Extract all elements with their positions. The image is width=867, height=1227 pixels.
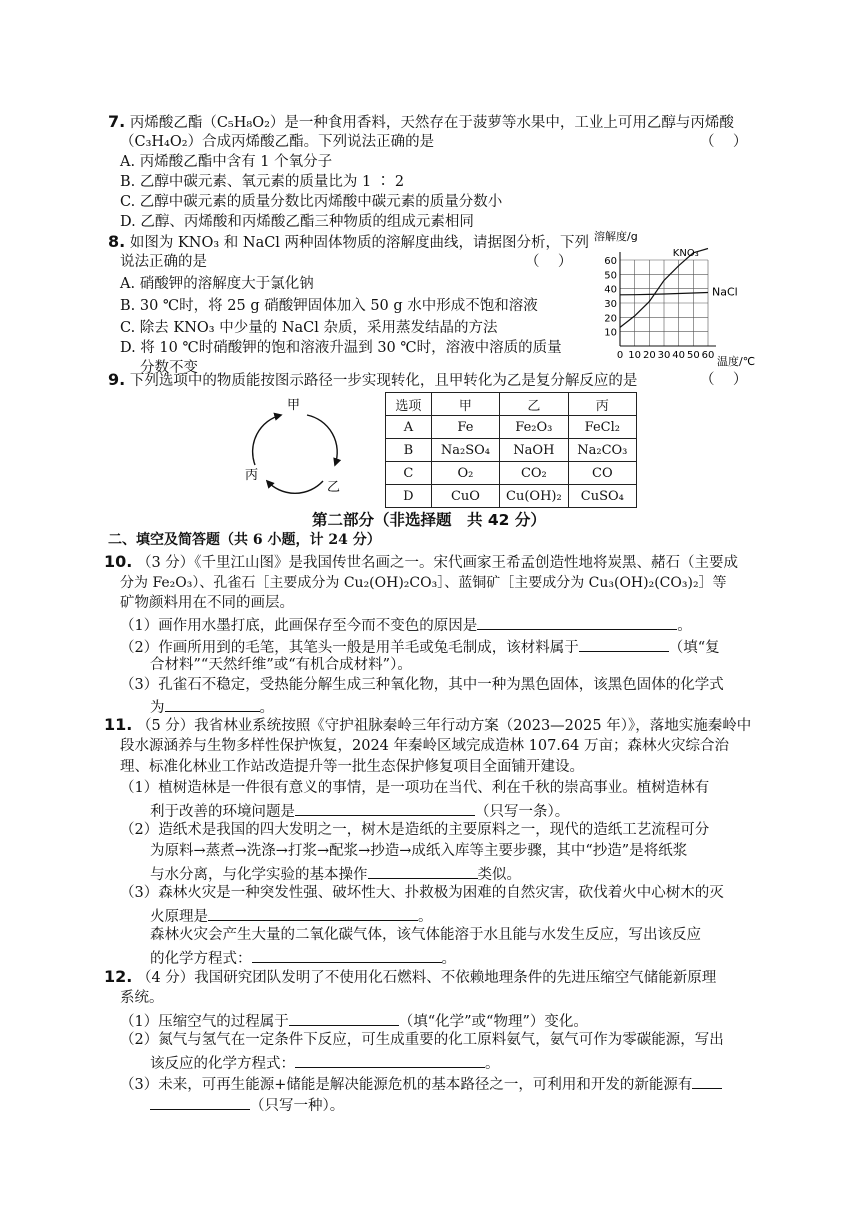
q9-options-table [385, 392, 637, 508]
cycle-arrow-a-to-b [307, 415, 337, 465]
q8-number: 8. [108, 232, 126, 251]
q10-sub1-text: （1）画作用水墨打底，此画保存至今而不变色的原因是 [120, 618, 478, 634]
q12-sub3-blank-b[interactable] [150, 1093, 250, 1110]
table-cell: C [386, 462, 432, 485]
q8-option-a: A. 硝酸钾的溶解度大于氯化钠 [120, 276, 314, 292]
table-header-cell: 甲 [431, 393, 499, 416]
q11-sub3a: （3）森林火灾是一种突发性强、破坏性大、扑救极为困难的自然灾害，砍伐着火中心树木的灭 [120, 885, 724, 901]
table-cell: CuSO₄ [568, 485, 636, 508]
q12-sub2b-end: 。 [485, 1056, 500, 1072]
conversion-cycle-diagram [235, 395, 365, 500]
x-tick-label: 0 [616, 350, 624, 361]
q11-sub2c-text: 与水分离，与化学实验的基本操作 [150, 867, 368, 883]
q10-sub1-end: 。 [677, 618, 692, 634]
q11-sub3d-text: 的化学方程式： [150, 951, 252, 967]
q12-sub3b-end: （只写一种）。 [250, 1098, 345, 1114]
y-tick-label: 40 [604, 284, 617, 296]
q11-sub3b [150, 904, 433, 927]
y-tick-label: 10 [604, 327, 617, 339]
q11-sub1b-end: （只写一条）。 [475, 804, 570, 820]
x-tick-label: 10 [628, 350, 642, 361]
q10-sub2-blank[interactable] [579, 635, 669, 652]
q12-stem-1: （4 分）我国研究团队发明了不使用化石燃料、不依赖地理条件的先进压缩空气储能新原理 [136, 970, 717, 986]
q11-sub3c: 森林火灾会产生大量的二氧化碳气体，该气体能溶于水且能与水发生反应，写出该反应 [150, 927, 701, 943]
q7-stem-2: （C₃H₄O₂）合成丙烯酸乙酯。下列说法正确的是 [120, 134, 435, 150]
q10-line-3: 矿物颜料用在不同的画层。 [120, 595, 294, 611]
q10-sub3b-text: 为 [150, 700, 165, 716]
table-cell: O₂ [431, 462, 499, 485]
solubility-chart [590, 222, 780, 372]
q10-sub2a-end: （填“复 [668, 640, 720, 656]
section2-title: 二、填空及简答题（共 6 小题，计 24 分） [108, 532, 381, 548]
table-row [386, 439, 637, 462]
q11-sub1b-text: 利于改善的环境问题是 [150, 804, 295, 820]
q9-line-1 [108, 370, 637, 391]
q12-sub2-blank[interactable] [295, 1051, 485, 1068]
q12-sub1-end: （填“化学”或“物理”）变化。 [398, 1014, 588, 1030]
table-cell: CO [568, 462, 636, 485]
table-header-cell: 选项 [386, 393, 432, 416]
q11-sub3b-end: 。 [418, 909, 433, 925]
table-cell: FeCl₂ [568, 416, 636, 439]
q9-number: 9. [108, 370, 126, 389]
table-cell: NaOH [500, 439, 569, 462]
q12-sub2b-text: 该反应的化学方程式： [150, 1056, 295, 1072]
q11-sub1b [150, 799, 569, 822]
table-cell: D [386, 485, 432, 508]
series-label: KNO₃ [672, 248, 699, 259]
q11-stem-1: （5 分）我省林业系统按照《守护祖脉秦岭三年行动方案（2023—2025 年）》，落地实施秦岭中 [136, 718, 752, 734]
q8-option-b: B. 30 ℃时，将 25 g 硝酸钾固体加入 50 g 水中形成不饱和溶液 [120, 298, 538, 314]
q7-line-1 [108, 112, 734, 133]
y-tick-label: 20 [604, 313, 617, 325]
q11-sub1-blank[interactable] [295, 799, 475, 816]
q12-sub1-blank[interactable] [289, 1009, 399, 1026]
q11-sub3d-end: 。 [441, 951, 456, 967]
cycle-arrow-c-to-a [253, 415, 281, 465]
series-label: NaCl [712, 285, 738, 299]
q11-sub3-blank[interactable] [208, 904, 418, 921]
q8-option-c: C. 除去 KNO₃ 中少量的 NaCl 杂质，采用蒸发结晶的方法 [120, 320, 498, 336]
chart-ticks [604, 256, 714, 361]
q12-number: 12. [104, 967, 133, 986]
q12-sub3a [120, 1072, 722, 1095]
q8-line-1 [108, 232, 589, 253]
q10-sub2b: 合材料”“天然纤维”或“有机合成材料”）。 [150, 657, 412, 673]
part2-title: 第二部分（非选择题 共 42 分） [312, 511, 546, 529]
q7-option-a: A. 丙烯酸乙酯中含有 1 个氧分子 [120, 154, 333, 170]
cycle-arrow-b-to-c [267, 481, 323, 493]
q10-sub1 [120, 613, 692, 636]
q8-stem-1: 如图为 KNO₃ 和 NaCl 两种固体物质的溶解度曲线，请据图分析，下列 [129, 235, 590, 251]
cycle-node-jia: 甲 [287, 398, 301, 413]
table-cell: Na₂CO₃ [568, 439, 636, 462]
q12-sub2b [150, 1051, 500, 1074]
table-header-cell: 丙 [568, 393, 636, 416]
q11-sub2b: 为原料→蒸煮→洗涤→打浆→配浆→抄造→成纸入库等主要步骤，其中“抄造”是将纸浆 [150, 843, 688, 859]
q11-sub2c-end: 类似。 [477, 867, 521, 883]
q9-stem: 下列选项中的物质能按图示路径一步实现转化，且甲转化为乙是复分解反应的是 [129, 373, 638, 389]
table-cell: CuO [431, 485, 499, 508]
table-header-cell: 乙 [500, 393, 569, 416]
table-cell: CO₂ [500, 462, 569, 485]
table-cell: Fe [431, 416, 499, 439]
q10-number: 10. [104, 552, 133, 571]
chart-xlabel: 温度/℃ [717, 355, 756, 368]
q10-sub3a: （3）孔雀石不稳定，受热能分解生成三种氧化物，其中一种为黑色固体，该黑色固体的化学式 [120, 677, 724, 693]
q8-option-d-cont: 分数不变 [140, 360, 198, 376]
q12-sub3b [150, 1093, 344, 1116]
table-cell: Fe₂O₃ [500, 416, 569, 439]
q12-line-2: 系统。 [120, 990, 164, 1006]
q11-line-3: 理、标准化林业工作站改造提升等一批生态保护修复项目全面铺开建设。 [120, 759, 584, 775]
q11-sub2-blank[interactable] [368, 862, 478, 879]
table-header-row [386, 393, 637, 416]
q7-line-2 [120, 132, 434, 152]
q7-option-d: D. 乙醇、丙烯酸和丙烯酸乙酯三种物质的组成元素相同 [120, 214, 474, 230]
y-tick-label: 60 [604, 256, 617, 267]
q10-line-2: 分为 Fe₂O₃）、孔雀石［主要成分为 Cu₂(OH)₂CO₃］、蓝铜矿［主要成分为 Cu₃(OH)₂(CO₃)₂］等 [120, 575, 727, 591]
x-tick-label: 60 [701, 350, 715, 361]
q12-sub2a: （2）氮气与氢气在一定条件下反应，可生成重要的化工原料氨气，氨气可作为零碳能源，写出 [120, 1032, 724, 1048]
q11-sub2a: （2）造纸术是我国的四大发明之一，树木是造纸的主要原料之一，现代的造纸工艺流程可分 [120, 822, 710, 838]
q12-sub1-text: （1）压缩空气的过程属于 [120, 1014, 289, 1030]
q11-sub2c [150, 862, 521, 885]
cycle-node-yi: 乙 [327, 480, 341, 495]
q12-line-1 [104, 967, 716, 988]
q8-answer-bracket[interactable]: （ ） [525, 254, 573, 270]
q11-sub1a: （1）植树造林是一件很有意义的事情，是一项功在当代、利在千秋的崇高事业。植树造林有 [120, 780, 710, 796]
q7-answer-bracket[interactable]: （ ） [700, 134, 748, 150]
x-tick-label: 50 [686, 350, 700, 361]
q7-number: 7. [108, 112, 126, 131]
q7-option-b: B. 乙醇中碳元素、氧元素的质量比为 1 ∶ 2 [120, 174, 405, 190]
table-cell: A [386, 416, 432, 439]
q11-line-1 [104, 715, 751, 736]
q11-sub3d-blank[interactable] [252, 946, 442, 963]
y-tick-label: 30 [604, 299, 617, 310]
q11-number: 11. [104, 715, 133, 734]
x-tick-label: 40 [672, 350, 686, 361]
table-cell: B [386, 439, 432, 462]
q11-sub3b-text: 火原理是 [150, 909, 208, 925]
q8-option-d: D. 将 10 ℃时硝酸钾的饱和溶液升温到 30 ℃时，溶液中溶质的质量 [120, 340, 562, 356]
q12-sub3-blank-a[interactable] [692, 1072, 722, 1089]
x-tick-label: 20 [642, 350, 656, 361]
table-cell: Na₂SO₄ [431, 439, 499, 462]
q10-sub3-blank[interactable] [165, 695, 260, 712]
q10-line-1 [104, 552, 738, 573]
table-row [386, 485, 637, 508]
q10-stem-1: （3 分）《千里江山图》是我国传世名画之一。宋代画家王希孟创造性地将炭黑、赭石（主要成 [136, 555, 739, 571]
x-tick-label: 30 [657, 350, 671, 361]
q10-sub1-blank[interactable] [477, 613, 677, 630]
q8-line-2: 说法正确的是 [120, 254, 207, 270]
y-tick-label: 50 [604, 270, 617, 282]
cycle-node-bing: 丙 [245, 468, 259, 483]
q12-sub1 [120, 1009, 588, 1032]
table-row [386, 462, 637, 485]
q9-answer-bracket[interactable]: （ ） [700, 372, 748, 388]
chart-ylabel: 溶解度/g [594, 230, 638, 243]
chart-grid [620, 252, 716, 346]
q12-sub3a-text: （3）未来，可再生能源+储能是解决能源危机的基本路径之一，可利用和开发的新能源有 [120, 1077, 693, 1093]
table-cell: Cu(OH)₂ [500, 485, 569, 508]
q10-sub3b-end: 。 [259, 700, 274, 716]
q11-line-2: 段水源涵养与生物多样性保护恢复，2024 年秦岭区域完成造林 107.64 万亩；森林火灾综合治 [120, 738, 729, 754]
q7-stem-1: 丙烯酸乙酯（C₅H₈O₂）是一种食用香料，天然存在于菠萝等水果中，工业上可用乙醇与丙烯酸 [129, 115, 734, 131]
q7-option-c: C. 乙醇中碳元素的质量分数比丙烯酸中碳元素的质量分数小 [120, 194, 503, 210]
q11-sub3d [150, 946, 456, 969]
q10-sub2a-text: （2）作画所用到的毛笔，其笔头一般是用羊毛或兔毛制成，该材料属于 [120, 640, 579, 656]
table-row [386, 416, 637, 439]
